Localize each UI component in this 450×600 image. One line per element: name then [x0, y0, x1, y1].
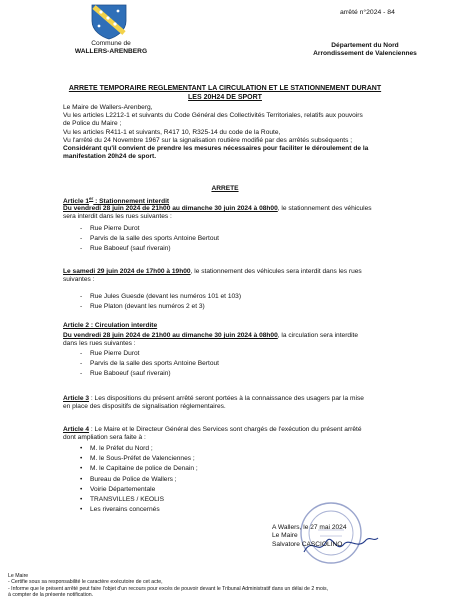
article3-text: en place des dispositifs de signalisation réglementaires.: [63, 403, 226, 411]
signature-block: [272, 524, 347, 549]
article4-text: dont ampliation sera faite à :: [63, 434, 146, 442]
article2-label: Article 2: [63, 322, 90, 329]
list-item: • Les riverains concernés: [80, 505, 198, 515]
footer-line: à compter de la présente notification.: [8, 592, 94, 599]
article1-text: , le stationnement des véhicules: [277, 205, 372, 212]
title-line: LES 20H24 DE SPORT: [188, 94, 262, 101]
article1-paragraph2: [63, 268, 362, 284]
arrete-heading: ARRETE: [211, 185, 239, 192]
article1-sup: er: [89, 196, 94, 201]
article4: [63, 426, 362, 442]
article1-label: Article 1: [63, 198, 90, 206]
article2-heading: [63, 322, 157, 330]
article2-date-range: Du vendredi 28 juin 2024 de 21h00 au dimanche 30 juin 2024 à 08h00: [63, 332, 278, 339]
preamble-line: Considérant qu'il convient de prendre les mesures nécessaires pour faciliter le déroulement de la: [63, 145, 369, 153]
title-line: ARRETE TEMPORAIRE REGLEMENTANT LA CIRCULATION ET LE STATIONNEMENT DURANT: [68, 85, 382, 92]
footer-notes: [8, 573, 328, 599]
article1-title: : Stationnement interdit: [93, 198, 170, 206]
article3: [63, 395, 364, 411]
signature-name: Salvatore CASCIOLINO: [272, 540, 343, 548]
list-item: • M. le Sous-Préfet de Valenciennes ;: [80, 454, 198, 464]
footer-line: Le Maire: [8, 573, 29, 579]
list-item: - Rue Baboeuf (sauf riverain): [80, 369, 219, 379]
article2-text: dans les rues suivantes :: [63, 340, 136, 348]
signature-role: Le Maire: [272, 532, 298, 540]
article2-title: : Circulation interdite: [89, 322, 158, 329]
footer-line: - Informe que le présent arrêté peut faire l'objet d'un recours pour excès de pouvoir devant le Tribunal Administratif dans un délai de 2 mois,: [8, 585, 329, 592]
commune-title: WALLERS-ARENBERG: [74, 48, 148, 55]
preamble-line: Vu l'arrêté du 24 Novembre 1967 sur la signalisation routière modifié par des arrêtés subséquents ;: [63, 136, 353, 144]
preamble-line: de Police du Maire ;: [63, 120, 122, 128]
list-item: - Rue Jules Guesde (devant les numéros 101 et 103): [80, 292, 241, 302]
preamble-line: Vu les articles R411-1 et suivants, R417 10, R325-14 du code de la Route,: [63, 128, 281, 136]
list-item: - Rue Baboeuf (sauf riverain): [80, 244, 219, 254]
footer-line: - Certifie sous sa responsabilité le caractère exécutoire de cet acte,: [8, 579, 163, 586]
arrete-number: arrêté n°2024 - 84: [340, 9, 395, 16]
article2-street-list: [80, 349, 219, 380]
list-item: • Bureau de Police de Wallers ;: [80, 475, 198, 485]
article1-street-list: [80, 224, 219, 255]
article3-text: : Les dispositions du présent arrêté seront portées à la connaissance des usagers par la mise: [89, 395, 364, 402]
coat-of-arms-icon: [88, 3, 130, 40]
article3-label: Article 3: [63, 395, 90, 402]
article1-date-range: Du vendredi 28 juin 2024 de 21h00 au dimanche 30 juin 2024 à 08h00: [63, 205, 278, 212]
arrondissement-name: Arrondissement de Valenciennes: [313, 50, 417, 57]
list-item: - Rue Pierre Durot: [80, 224, 219, 234]
list-item: • M. le Capitaine de police de Denain ;: [80, 464, 198, 474]
list-item: - Rue Pierre Durot: [80, 349, 219, 359]
list-item: - Parvis de la salle des sports Antoine Bertout: [80, 359, 219, 369]
signature-date: A Wallers, le 27 mai 2024: [272, 524, 347, 531]
list-item: - Parvis de la salle des sports Antoine Bertout: [80, 234, 219, 244]
recipient-list: [80, 444, 198, 515]
article1-street-list-2: [80, 292, 241, 312]
list-item: • M. le Préfet du Nord ;: [80, 444, 198, 454]
department-name: Département du Nord: [331, 42, 399, 49]
list-item: • TRANSVILLES / KEOLIS: [80, 495, 198, 505]
article1-text: suivantes :: [63, 276, 95, 284]
preamble-line: Vu les articles L2212-1 et suivants du Code Général des Collectivités Territoriales, relatifs aux pouvoirs: [63, 112, 363, 120]
article1-text: sera interdit dans les rues suivantes :: [63, 213, 172, 221]
preamble-line: Le Maire de Wallers-Arenberg,: [63, 104, 153, 111]
commune-label: Commune de: [91, 40, 131, 47]
article4-text: : Le Maire et le Directeur Général des Services sont chargés de l'exécution du présent arrêté: [89, 426, 362, 433]
list-item: • Voirie Départementale: [80, 485, 198, 495]
commune-name: [66, 40, 156, 56]
article2-paragraph: [63, 332, 358, 348]
preamble-line: manifestation 20h24 de sport.: [63, 153, 157, 161]
article1-paragraph1: [63, 205, 372, 221]
article4-label: Article 4: [63, 426, 90, 433]
document-title: [40, 84, 410, 102]
preamble: [63, 104, 368, 161]
article2-text: , la circulation sera interdite: [277, 332, 359, 339]
article1-text: , le stationnement des véhicules sera interdit dans les rues: [190, 268, 362, 275]
article1-date-range: Le samedi 29 juin 2024 de 17h00 à 19h00: [63, 268, 191, 275]
department-block: [300, 42, 430, 58]
list-item: - Rue Platon (devant les numéros 2 et 3): [80, 302, 241, 312]
